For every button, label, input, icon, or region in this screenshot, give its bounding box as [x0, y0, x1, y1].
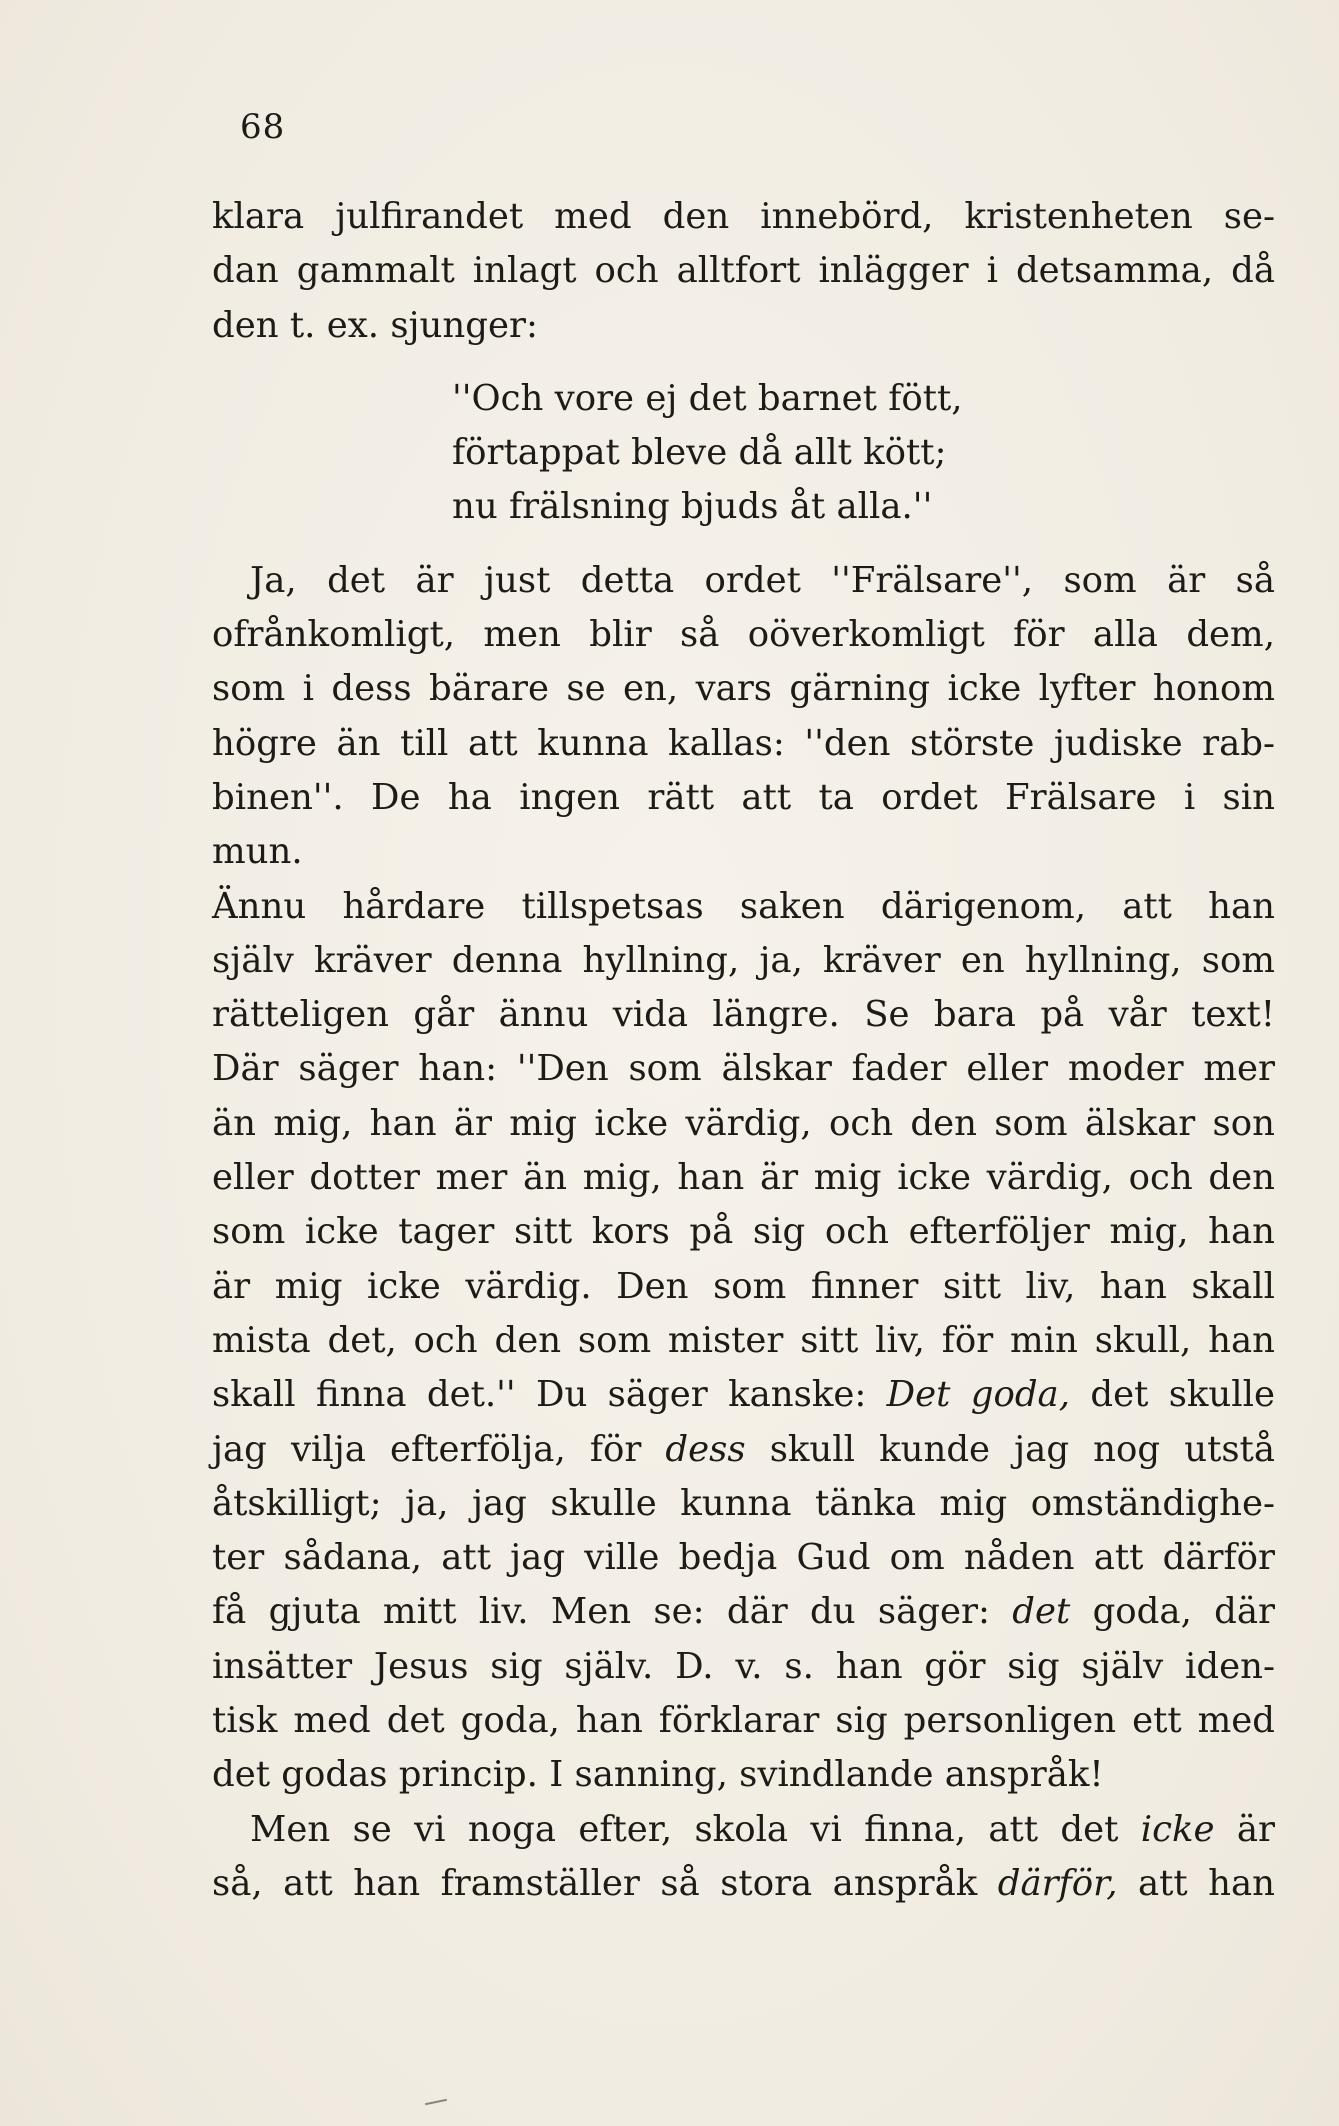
text-line: ter sådana, att jag ville bedja Gud om nåden att därför: [212, 1537, 1275, 1579]
body-text: [212, 190, 1275, 1911]
text-line: dan gammalt inlagt och alltfort inlägger i detsamma, då: [212, 250, 1275, 292]
text-line: klara julfirandet med den innebörd, kristenheten se-: [212, 196, 1275, 237]
verse-line: ''Och vore ej det barnet fött,: [452, 377, 963, 419]
text-line: mun.: [212, 831, 303, 873]
text-line: tisk med det goda, han förklarar sig personligen ett med: [212, 1700, 1275, 1742]
emphasis-text: Det goda,: [886, 1374, 1071, 1416]
text-run: är: [1214, 1808, 1276, 1850]
emphasis-text: därför,: [997, 1862, 1118, 1904]
text-line: som icke tager sitt kors på sig och efterföljer mig, han: [212, 1211, 1275, 1253]
text-line: [212, 1857, 1275, 1911]
verse-line: förtappat bleve då allt kött;: [452, 432, 947, 474]
text-line: insätter Jesus sig själv. D. v. s. han gör sig själv iden-: [212, 1645, 1275, 1687]
text-line: än mig, han är mig icke värdig, och den som älskar son: [212, 1102, 1275, 1144]
text-run: att han: [1117, 1862, 1275, 1904]
text-line: [212, 1585, 1275, 1639]
text-line: [212, 1803, 1275, 1857]
text-run: det skulle: [1070, 1374, 1275, 1416]
emphasis-text: dess: [665, 1428, 746, 1470]
text-run: skull kunde jag nog utstå: [745, 1428, 1275, 1470]
text-line: rätteligen går ännu vida längre. Se bara på vår text!: [212, 994, 1275, 1036]
text-line: den t. ex. sjunger:: [212, 304, 538, 346]
text-line: Ja, det är just detta ordet ''Frälsare'', som är så: [250, 559, 1275, 601]
text-line: mista det, och den som mister sitt liv, för min skull, han: [212, 1319, 1275, 1361]
text-line: högre än till att kunna kallas: ''den störste judiske rab-: [212, 722, 1275, 764]
text-line: själv kräver denna hyllning, ja, kräver en hyllning, som: [212, 939, 1275, 981]
text-line: binen''. De ha ingen rätt att ta ordet Frälsare i sin: [212, 776, 1275, 818]
page-number: 68: [240, 107, 286, 147]
text-run: skall finna det.'' Du säger kanske:: [212, 1374, 887, 1416]
text-run: Men se vi noga efter, skola vi finna, att det: [250, 1808, 1141, 1850]
text-line: Där säger han: ''Den som älskar fader eller moder mer: [212, 1048, 1275, 1090]
text-run: så, att han framställer så stora anspråk: [212, 1862, 998, 1904]
text-line: åtskilligt; ja, jag skulle kunna tänka mig omständighe-: [212, 1482, 1275, 1524]
text-line: ofrånkomligt, men blir så oöverkomligt för alla dem,: [212, 614, 1275, 656]
text-line: som i dess bärare se en, vars gärning icke lyfter honom: [212, 668, 1275, 710]
text-line: Ännu hårdare tillspetsas saken därigenom, att han: [212, 885, 1275, 927]
text-line: [212, 1368, 1275, 1422]
print-mark: [425, 2099, 447, 2106]
text-run: jag vilja efterfölja, för: [212, 1428, 666, 1470]
emphasis-text: icke: [1140, 1808, 1215, 1850]
text-line: är mig icke värdig. Den som finner sitt liv, han skall: [212, 1265, 1275, 1307]
text-run: få gjuta mitt liv. Men se: där du säger:: [212, 1591, 1013, 1633]
text-run: goda, där: [1070, 1591, 1276, 1633]
verse-line: nu frälsning bjuds åt alla.'': [452, 486, 933, 528]
text-line: [212, 1423, 1275, 1477]
text-line: eller dotter mer än mig, han är mig icke värdig, och den: [212, 1157, 1275, 1199]
emphasis-text: det: [1012, 1591, 1071, 1633]
text-line: det godas princip. I sanning, svindlande anspråk!: [212, 1754, 1104, 1796]
